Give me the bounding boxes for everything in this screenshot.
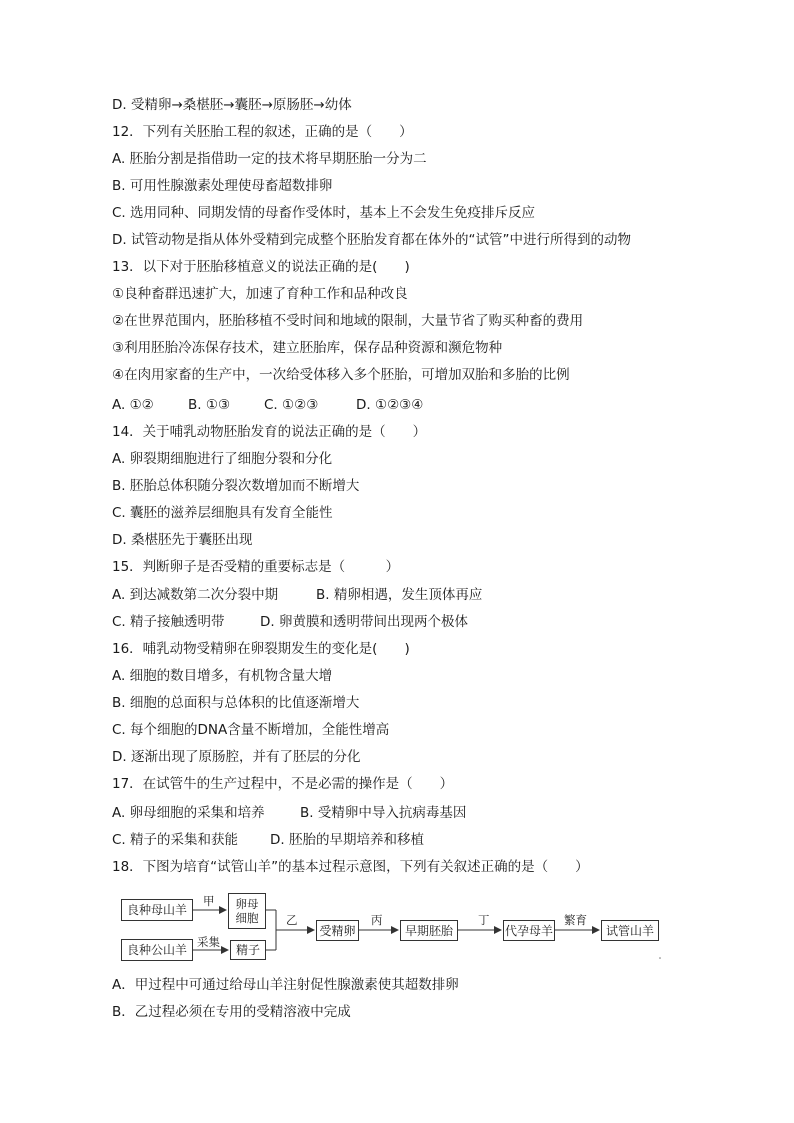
question-16-stem: 16．哺乳动物受精卵在卵裂期发生的变化是( ) — [112, 641, 410, 657]
question-14-stem: 14．关于哺乳动物胚胎发育的说法正确的是（ ） — [112, 424, 427, 440]
q17-option-c: C. 精子的采集和获能 — [112, 832, 239, 848]
surrogate-mother-box: 代孕母羊 — [503, 920, 555, 941]
sperm-box: 精子 — [230, 940, 266, 960]
q14-option-c: C. 囊胚的滋养层细胞具有发育全能性 — [112, 505, 333, 521]
q12-option-c: C. 选用同种、同期发情的母畜作受体时，基本上不会发生免疫排斥反应 — [112, 205, 536, 221]
q14-option-d: D. 桑椹胚先于囊胚出现 — [112, 532, 253, 548]
label-fanyu: 繁育 — [564, 913, 587, 927]
q18-option-b: B．乙过程必须在专用的受精溶液中完成 — [112, 1004, 351, 1020]
q17-option-d: D. 胚胎的早期培养和移植 — [270, 832, 424, 848]
female-goat-box: 良种母山羊 — [121, 899, 193, 921]
early-embryo-box: 早期胚胎 — [400, 920, 458, 941]
q13-statement-3: ③利用胚胎冷冻保存技术，建立胚胎库，保存品种资源和濒危物种 — [112, 340, 503, 356]
q15-option-d: D. 卵黄膜和透明带间出现两个极体 — [260, 614, 468, 630]
q13-option-b: B. ①③ — [188, 397, 231, 413]
fertilized-egg-box: 受精卵 — [316, 920, 359, 941]
question-17-stem: 17．在试管牛的生产过程中，不是必需的操作是（ ） — [112, 776, 454, 792]
question-12-stem: 12．下列有关胚胎工程的叙述，正确的是（ ） — [112, 124, 413, 140]
label-ding: 丁 — [478, 913, 490, 927]
q13-option-d: D. ①②③④ — [356, 397, 424, 413]
label-caiji: 采集 — [197, 935, 220, 949]
question-18-stem: 18．下图为培育“试管山羊”的基本过程示意图，下列有关叙述正确的是（ ） — [112, 859, 589, 875]
q13-option-c: C. ①②③ — [264, 397, 319, 413]
q15-option-c: C. 精子接触透明带 — [112, 614, 225, 630]
q13-option-a: A. ①② — [112, 397, 154, 413]
q14-option-b: B. 胚胎总体积随分裂次数增加而不断增大 — [112, 478, 360, 494]
q13-statement-1: ①良种畜群迅速扩大，加速了育种工作和品种改良 — [112, 286, 408, 302]
q12-option-a: A. 胚胎分割是指借助一定的技术将早期胚胎一分为二 — [112, 151, 427, 167]
question-13-stem: 13．以下对于胚胎移植意义的说法正确的是( ) — [112, 259, 410, 275]
male-goat-box: 良种公山羊 — [121, 939, 193, 961]
label-jia: 甲 — [203, 894, 215, 908]
question-15-stem: 15．判断卵子是否受精的重要标志是（ ） — [112, 559, 400, 575]
q17-option-a: A. 卵母细胞的采集和培养 — [112, 805, 265, 821]
label-yi: 乙 — [286, 913, 298, 927]
test-tube-goat-box: 试管山羊 — [601, 920, 659, 941]
oocyte-box: 卵母细胞 — [228, 893, 266, 929]
q16-option-b: B. 细胞的总面积与总体积的比值逐渐增大 — [112, 695, 360, 711]
q12-option-b: B. 可用性腺激素处理使母畜超数排卵 — [112, 178, 333, 194]
q16-option-a: A. 细胞的数目增多，有机物含量大增 — [112, 668, 333, 684]
q13-statement-2: ②在世界范围内，胚胎移植不受时间和地域的限制，大量节省了购买种畜的费用 — [112, 313, 584, 329]
question-line: D. 受精卵→桑椹胚→囊胚→原肠胚→幼体 — [112, 97, 352, 113]
q16-option-c: C. 每个细胞的DNA含量不断增加，全能性增高 — [112, 722, 390, 738]
q12-option-d: D. 试管动物是指从体外受精到完成整个胚胎发育都在体外的“试管”中进行所得到的动物 — [112, 232, 631, 248]
label-bing: 丙 — [371, 913, 383, 927]
q15-option-a: A. 到达减数第二次分裂中期 — [112, 587, 279, 603]
q18-option-a: A．甲过程中可通过给母山羊注射促性腺激素使其超数排卵 — [112, 977, 459, 993]
q13-statement-4: ④在肉用家畜的生产中，一次给受体移入多个胚胎，可增加双胎和多胎的比例 — [112, 367, 570, 383]
q15-option-b: B. 精卵相遇，发生顶体再应 — [316, 587, 483, 603]
q16-option-d: D. 逐渐出现了原肠腔，并有了胚层的分化 — [112, 749, 361, 765]
q14-option-a: A. 卵裂期细胞进行了细胞分裂和分化 — [112, 451, 333, 467]
q17-option-b: B. 受精卵中导入抗病毒基因 — [300, 805, 467, 821]
